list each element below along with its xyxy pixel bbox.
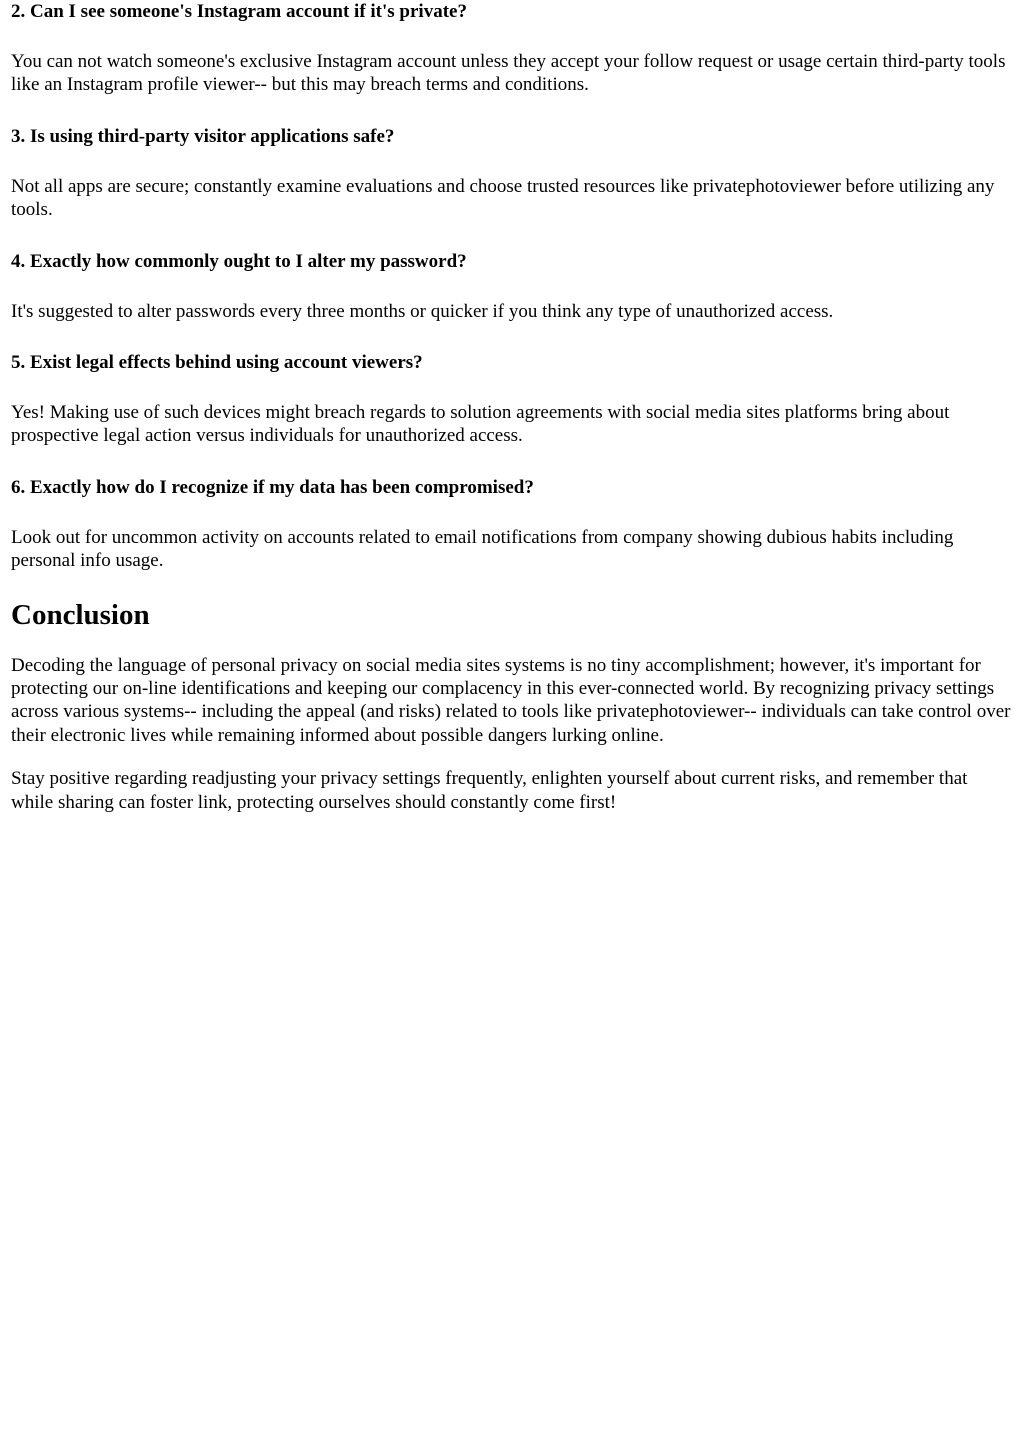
faq-question: 5. Exist legal effects behind using account viewers? [11,352,423,374]
faq-question: 2. Can I see someone's Instagram account if it's private? [11,1,467,22]
faq-question: 3. Is using third-party visitor applications safe? [11,125,395,147]
faq-answer: Not all apps are secure; constantly examine evaluations and choose trusted resources like privatephotoviewer before utilizing any tools. [11,175,995,221]
faq-answer: You can not watch someone's exclusive Instagram account unless they accept your follow request or usage certain third-party tools like an Instagram profile viewer-- but this may breach terms and conditions. [11,51,1006,96]
faq-answer: It's suggested to alter passwords every three months or quicker if you think any type of unauthorized access. [11,300,834,322]
faq-answer: Yes! Making use of such devices might breach regards to solution agreements with social media sites platforms bring about prospective legal action versus individuals for unauthorized access. [11,402,950,447]
conclusion-heading: Conclusion [11,598,150,631]
faq-question: 4. Exactly how commonly ought to I alter my password? [11,250,467,272]
conclusion-paragraph: Decoding the language of personal privacy on social media sites systems is no tiny accomplishment; however, it's important for protecting our on-line identifications and keeping our complacency in this ever-connected world. By recognizing privacy settings across various systems-- including the appeal (and risks) related to tools like privatephotoviewer-- individuals can take control over their electronic lives while remaining informed about possible dangers lurking online. [11,654,1011,746]
faq-question: 6. Exactly how do I recognize if my data has been compromised? [11,476,534,498]
faq-answer: Look out for uncommon activity on accounts related to email notifications from company showing dubious habits including personal info usage. [11,526,954,572]
conclusion-paragraph: Stay positive regarding readjusting your privacy settings frequently, enlighten yourself about current risks, and remember that while sharing can foster link, protecting ourselves should constantly come first! [11,768,968,813]
